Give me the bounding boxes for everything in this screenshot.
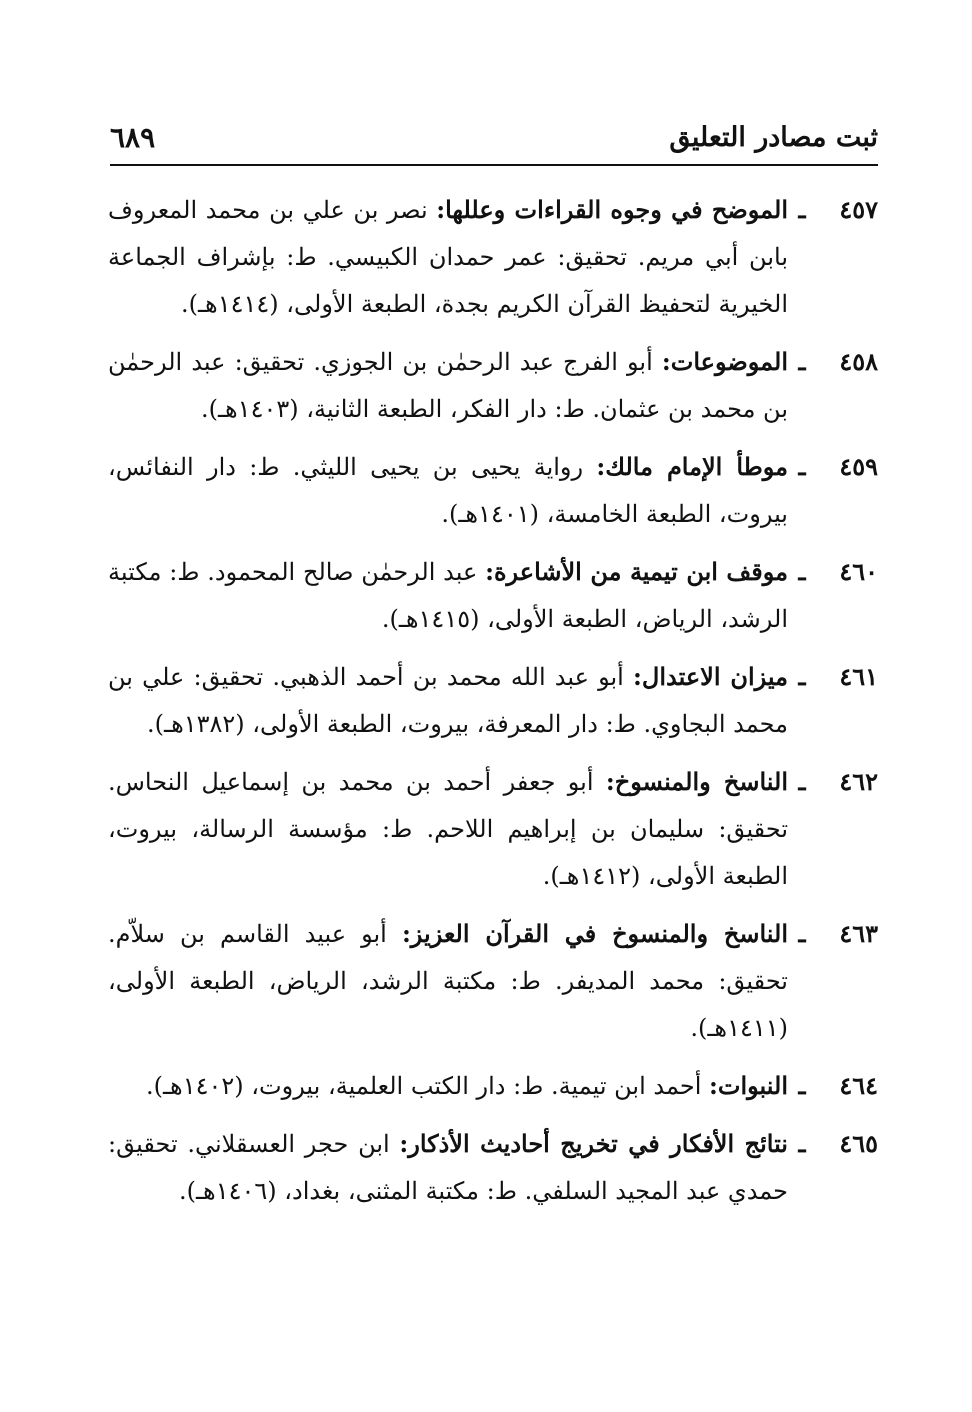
entry-text [108, 1120, 788, 1215]
entry-body: نصر بن علي بن محمد المعروف بابن أبي مريم. تحقيق: عمر حمدان الكبيسي. ط: بإشراف الجماعة الخيرية لتحفيظ القرآن الكريم بجدة، الطبعة الأولى، (١٤١٤هـ). [108, 196, 788, 318]
entry-dash: ـ [798, 767, 806, 796]
entry-title: الناسخ والمنسوخ: [605, 767, 788, 796]
entry-dash: ـ [798, 557, 806, 586]
section-title: ثبت مصادر التعليق [669, 122, 878, 153]
entry-number: ٤٦٤ [839, 1071, 878, 1100]
entry-number: ٤٥٩ [839, 452, 878, 481]
bibliography-entry [108, 338, 878, 433]
bibliography-entry [108, 758, 878, 900]
bibliography-entry [108, 443, 878, 538]
entry-number: ٤٦٣ [839, 919, 878, 948]
bibliography-entry [108, 653, 878, 748]
entry-dash: ـ [798, 347, 806, 376]
entry-title: الموضوعات: [661, 347, 788, 376]
bibliography-entry [108, 186, 878, 328]
entry-dash: ـ [798, 919, 806, 948]
entry-text [108, 548, 788, 643]
entry-dash: ـ [798, 662, 806, 691]
entry-title: ميزان الاعتدال: [633, 662, 789, 691]
entry-number: ٤٥٨ [839, 347, 878, 376]
entry-dash: ـ [798, 1071, 806, 1100]
running-head [110, 108, 878, 158]
bibliography-entry [108, 548, 878, 643]
header-rule [110, 164, 878, 166]
entry-body: رواية يحيى بن يحيى الليثي. ط: دار النفائس، بيروت، الطبعة الخامسة، (١٤٠١هـ). [108, 453, 788, 528]
entry-title: النبوات: [709, 1071, 788, 1100]
entry-body: أبو عبيد القاسم بن سلاّم. تحقيق: محمد المديفر. ط: مكتبة الرشد، الرياض، الطبعة الأولى، (١٤١١هـ). [108, 920, 788, 1042]
entry-text [108, 338, 788, 433]
entry-body: أبو عبد الله محمد بن أحمد الذهبي. تحقيق: علي بن محمد البجاوي. ط: دار المعرفة، بيروت، الطبعة الأولى، (١٣٨٢هـ). [108, 663, 788, 738]
entry-body: عبد الرحمٰن صالح المحمود. ط: مكتبة الرشد، الرياض، الطبعة الأولى، (١٤١٥هـ). [108, 558, 788, 633]
entry-title: الموضح في وجوه القراءات وعللها: [436, 195, 788, 224]
entry-number: ٤٦٢ [839, 767, 878, 796]
entry-body: ابن حجر العسقلاني. تحقيق: حمدي عبد المجيد السلفي. ط: مكتبة المثنى، بغداد، (١٤٠٦هـ). [108, 1130, 788, 1205]
entry-text [108, 910, 788, 1052]
entry-text [108, 1062, 788, 1110]
entry-text [108, 758, 788, 900]
page-number: ٦٨٩ [110, 121, 156, 154]
bibliography-list [108, 186, 878, 1225]
bibliography-entry [108, 910, 878, 1052]
entry-text [108, 443, 788, 538]
entry-title: نتائج الأفكار في تخريج أحاديث الأذكار: [399, 1129, 788, 1158]
entry-title: الناسخ والمنسوخ في القرآن العزيز: [401, 919, 788, 948]
entry-body: أحمد ابن تيمية. ط: دار الكتب العلمية، بيروت، (١٤٠٢هـ). [146, 1072, 710, 1100]
entry-title: موطأ الإمام مالك: [596, 452, 788, 481]
entry-title: موقف ابن تيمية من الأشاعرة: [485, 557, 788, 586]
bibliography-entry [108, 1062, 878, 1110]
entry-dash: ـ [798, 1129, 806, 1158]
entry-body: أبو جعفر أحمد بن محمد بن إسماعيل النحاس. تحقيق: سليمان بن إبراهيم اللاحم. ط: مؤسسة الرسالة، بيروت، الطبعة الأولى، (١٤١٢هـ). [108, 768, 788, 890]
entry-number: ٤٦١ [839, 662, 878, 691]
entry-body: أبو الفرج عبد الرحمٰن بن الجوزي. تحقيق: عبد الرحمٰن بن محمد بن عثمان. ط: دار الفكر، الطبعة الثانية، (١٤٠٣هـ). [108, 348, 788, 423]
entry-dash: ـ [798, 195, 806, 224]
entry-number: ٤٦٠ [839, 557, 878, 586]
entry-number: ٤٥٧ [839, 195, 878, 224]
entry-text [108, 186, 788, 328]
entry-number: ٤٦٥ [839, 1129, 878, 1158]
entry-text [108, 653, 788, 748]
entry-dash: ـ [798, 452, 806, 481]
bibliography-entry [108, 1120, 878, 1215]
